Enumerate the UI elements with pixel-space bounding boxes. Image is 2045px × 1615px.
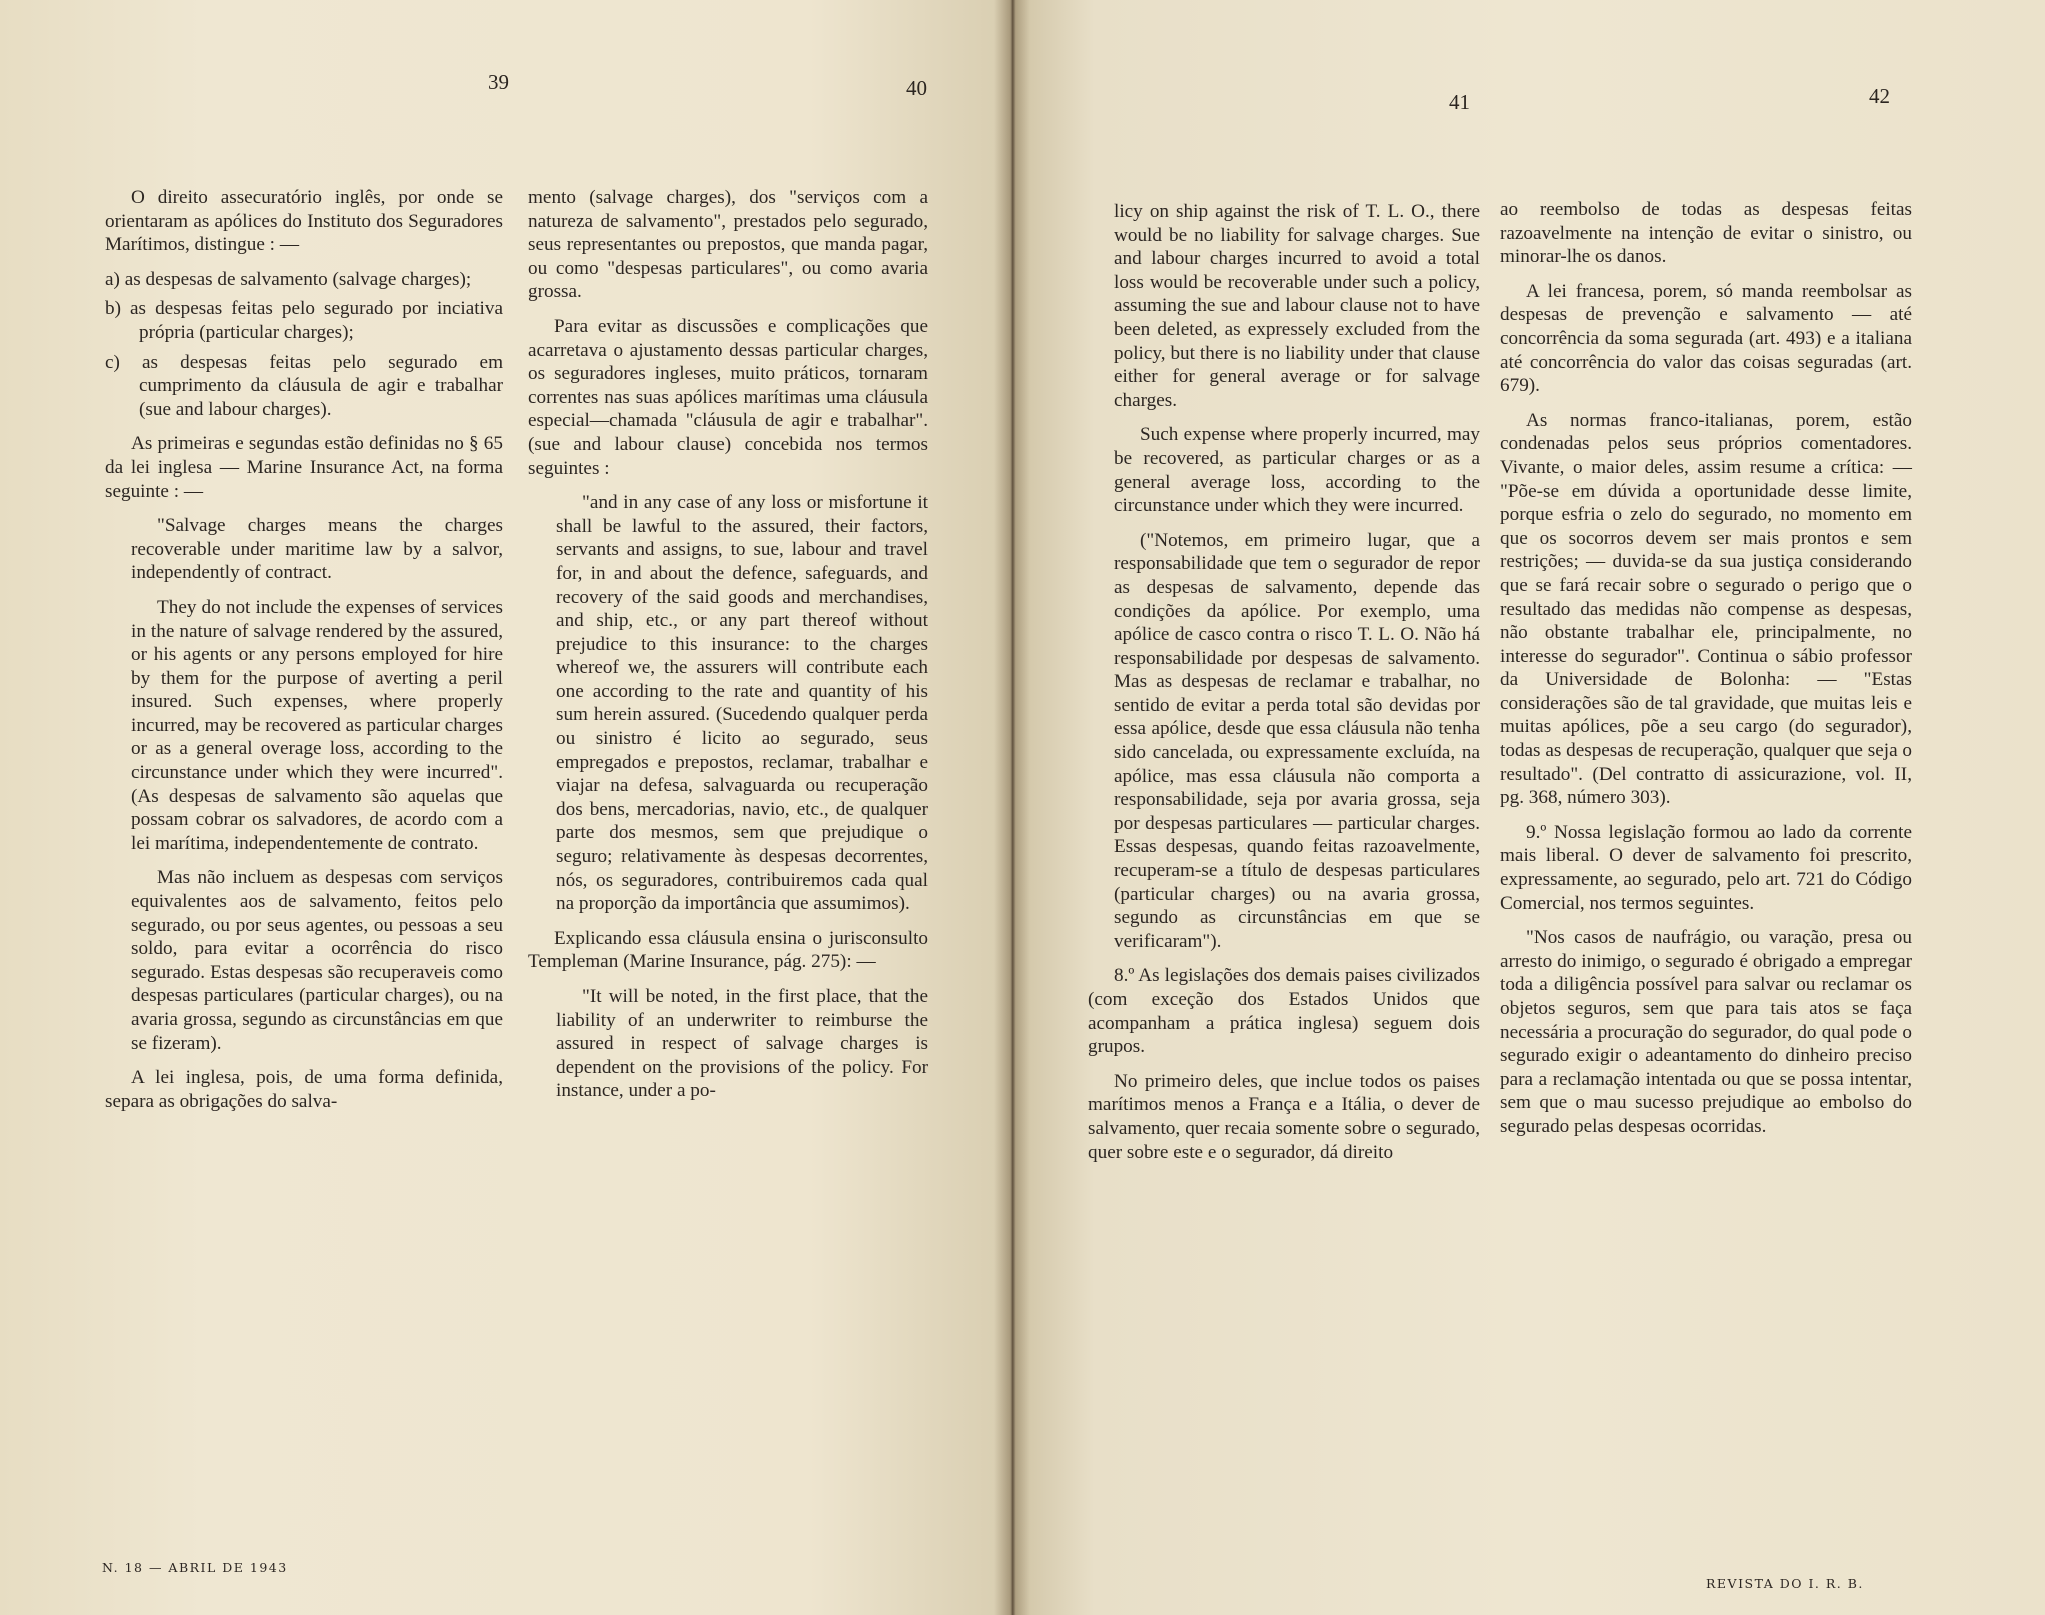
paragraph: 9.º Nossa legislação formou ao lado da corrente mais liberal. O dever de salvamento foi prescrito, expressamente, ao segurado, pelo art. 721 do Código Comercial, nos termos seguintes. — [1500, 821, 1912, 914]
column-page-39 — [105, 186, 503, 1124]
list-item-b: b) as despesas feitas pelo segurado por inciativa própria (particular charges); — [105, 298, 503, 343]
footer-journal-title: REVISTA DO I. R. B. — [1706, 1576, 1864, 1591]
paragraph: "Nos casos de naufrágio, ou varação, presa ou arresto do inimigo, o segurado é obrigado a empregar toda a diligência possível para salvar ou reclamar os objetos seguros, sem que para tais atos se faça necessária a procuração do segurador, do qual pode o segurado exigir o adeantamento do dinheiro preciso para a reclamação intentada ou que se possa intentar, sem que o mau sucesso prejudique ao embolso do segurado pelas despesas ocorridas. — [1500, 927, 1912, 1137]
column-page-40 — [528, 186, 928, 1114]
paragraph: A lei inglesa, pois, de uma forma definida, separa as obrigações do salva- — [105, 1067, 503, 1112]
paragraph: Para evitar as discussões e complicações que acarretava o ajustamento dessas particular charges, os seguradores ingleses, muito práticos, tornaram correntes nas suas apólices marítimas uma cláusula especial—chamada "cláusula de agir e trabalhar". (sue and labour clause) concebida nos termos seguintes : — [528, 315, 928, 479]
block-quote: "and in any case of any loss or misfortune it shall be lawful to the assured, their factors, servants and assigns, to sue, labour and travel for, in and about the defence, safeguards, and recovery of the said goods and merchandises, and ship, etc., or any part thereof without prejudice to this insurance: to the charges whereof we, the assurers will contribute each one according to the rate and quantity of his sum herein assured. (Sucedendo qualquer perda ou sinistro é licito ao segurado, seus empregados e prepostos, reclamar, trabalhar e viajar na defesa, salvaguarda ou recuperação dos bens, mercadorias, navio, etc., de qualquer parte dos mesmos, sem que prejudique o seguro; relativamente às despesas decorrentes, nós, os seguradores, contribuiremos cada qual na proporção da importância que assumimos). — [556, 492, 928, 915]
page-number-40: 40 — [906, 76, 927, 100]
page-number-39: 39 — [488, 70, 509, 94]
column-page-42 — [1500, 198, 1912, 1150]
paragraph: ao reembolso de todas as despesas feitas razoavelmente na intenção de evitar o sinistro, ou minorar-lhe os danos. — [1500, 199, 1912, 268]
paragraph: Explicando essa cláusula ensina o jurisconsulto Templeman (Marine Insurance, pág. 275): — — [528, 927, 928, 973]
paragraph: No primeiro deles, que inclue todos os paises marítimos menos a França e a Itália, o dever de salvamento, quer recaia somente sobre o segurado, quer sobre este e o segurador, dá direito — [1088, 1070, 1480, 1163]
footer-issue-date: N. 18 — ABRIL DE 1943 — [102, 1560, 288, 1575]
column-page-41 — [1088, 200, 1480, 1175]
block-quote: They do not include the expenses of services in the nature of salvage rendered by the assured, or his agents or any persons employed for hire by them for the purpose of averting a peril insured. Such expenses, where properly incurred, may be recovered as particular charges or as a general overage loss, according to the circunstance under which they were incurred". (As despesas de salvamento são aquelas que possam cobrar os salvadores, de acordo com a lei marítima, independentemente de contrato. — [131, 596, 504, 854]
page-number-41: 41 — [1449, 90, 1470, 114]
block-quote: "It will be noted, in the first place, that the liability of an underwriter to reimburse the assured in respect of salvage charges is dependent on the provisions of the policy. For instance, under a po- — [556, 986, 928, 1102]
paragraph: Such expense where properly incurred, may be recovered, as particular charges or as a general average loss, according to the circunstance under which they were incurred. — [1114, 424, 1480, 517]
block-quote: "Salvage charges means the charges recoverable under maritime law by a salvor, independently of contract. — [131, 515, 503, 584]
paragraph: ("Notemos, em primeiro lugar, que a responsabilidade que tem o segurador de repor as despesas de salvamento, depende das condições da apólice. Por exemplo, uma apólice de casco contra o risco T. L. O. Não há responsabilidade por despesas de salvamento. Mas as despesas de reclamar e trabalhar, no sentido de evitar a perda total são devidas por essa apólice, desde que essa cláusula não tenha sido cancelada, ou expressamente excluída, na apólice, mas essa cláusula não comporta a responsabilidade, seja por avaria grossa, seja por despesas particulares — particular charges. Essas despesas, quando feitas razoavelmente, recuperam-se a título de despesas particulares (particular charges) ou na avaria grossa, segundo as circunstâncias em que se verificaram"). — [1114, 529, 1480, 952]
paragraph: 8.º As legislações dos demais paises civilizados (com exceção dos Estados Unidos que acompanham a prática inglesa) seguem dois grupos. — [1088, 965, 1480, 1058]
paragraph: O direito assecuratório inglês, por onde se orientaram as apólices do Instituto dos Seguradores Marítimos, distingue : — — [105, 187, 503, 256]
paragraph: A lei francesa, porem, só manda reembolsar as despesas de prevenção e salvamento — até concorrência da soma segurada (art. 493) e a italiana até concorrência do valor das coisas seguradas (art. 679). — [1500, 280, 1912, 397]
list-item-a: a) as despesas de salvamento (salvage charges); — [105, 268, 472, 290]
paragraph: As primeiras e segundas estão definidas no § 65 da lei inglesa — Marine Insurance Act, na forma seguinte : — — [105, 433, 503, 502]
page-number-42: 42 — [1869, 84, 1890, 108]
paragraph: As normas franco-italianas, porem, estão condenadas pelos seus próprios comentadores. Vivante, o maior deles, assim resume a crítica: — "Põe-se em dúvida a oportunidade desse limite, porque esfria o zelo do segurado, no momento em que os socorros devem ser mais prontos e sem restrições; — duvida-se da sua justiça considerando que se fará recair sobre o segurado o perigo que o resultado das medidas não compense as despesas, não obstante trabalhar ele, principalmente, no interesse do segurador". Continua o sábio professor da Universidade de Bolonha: — "Estas considerações são de tal gravidade, que muitas leis e muitas apólices, põe a seu cargo (do segurador), todas as despesas de recuperação, qualquer que seja o resultado". (Del contratto di assicurazione, vol. II, pg. 368, número 303). — [1500, 409, 1912, 809]
book-gutter — [994, 0, 1030, 1615]
paragraph: licy on ship against the risk of T. L. O., there would be no liability for salvage charges. Sue and labour charges incurred to avoid a total loss would be recoverable under such a policy, assuming the sue and labour clause not to have been deleted, as expressely excluded from the policy, but there is no liability under that clause either for general average or for salvage charges. — [1114, 201, 1480, 411]
paragraph: mento (salvage charges), dos "serviços com a natureza de salvamento", prestados pelo segurado, seus representantes ou prepostos, que manda pagar, ou como "despesas particulares", ou como avaria grossa. — [528, 187, 928, 303]
list-item-c: c) as despesas feitas pelo segurado em cumprimento da cláusula de agir e trabalhar (sue and labour charges). — [105, 351, 503, 420]
block-quote: Mas não incluem as despesas com serviços equivalentes aos de salvamento, feitos pelo segurado, ou por seus agentes, ou pessoas a seu soldo, para evitar a ocorrência do risco segurado. Estas despesas são recuperaveis como despesas particulares (particular charges), ou na avaria grossa, segundo as circunstâncias em que se fizeram). — [131, 867, 503, 1054]
